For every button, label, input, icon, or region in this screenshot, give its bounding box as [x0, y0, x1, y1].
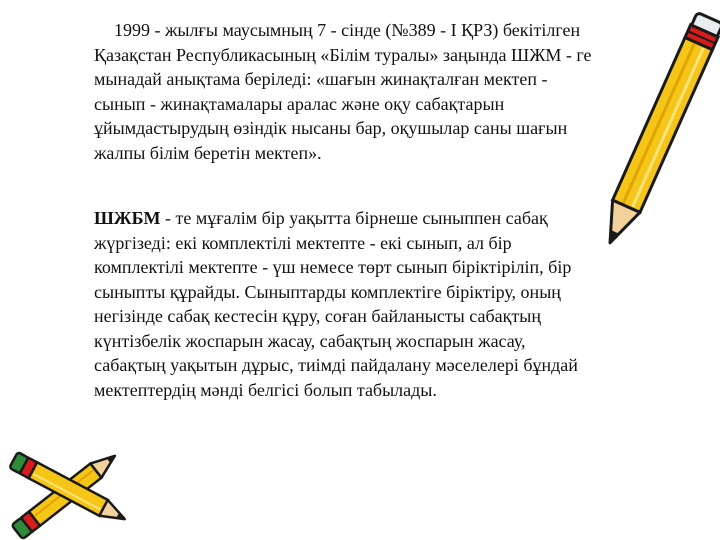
lead-term: ШЖБМ — [94, 208, 161, 228]
text-line: Қазақстан Республикасының «Білім туралы» заңында ШЖМ - ге — [94, 44, 592, 65]
text-line: күнтізбелік жоспарын жасау, сабақтың жоспарын жасау, — [94, 330, 526, 351]
multigrade-paragraph — [94, 206, 634, 402]
text-line: негізінде сабақ кестесін құру, соған байланысты сабақтың — [94, 306, 541, 326]
text-line: ұйымдастырудың өзіндік нысаны бар, оқушылар саны шағын — [94, 118, 568, 138]
pencil-icon — [596, 0, 720, 270]
text-line: мынадай анықтама беріледі: «шағын жинақталған мектеп - — [94, 69, 548, 89]
text-line: комплектілі мектепте - үш немесе төрт сынып біріктіріліп, бір — [94, 257, 572, 277]
text-line — [94, 206, 634, 231]
crossed-pencils-icon — [0, 432, 140, 540]
text-line: 1999 - жылғы маусымның 7 - сінде (№389 - I ҚРЗ) бекітілген — [114, 20, 581, 40]
text-fragment: - те мұғалім бір уақытта бірнеше сыныппен сабақ — [160, 208, 548, 228]
text-line: сынып - жинақтамалары аралас және оқу сабақтарын — [94, 93, 505, 114]
definition-paragraph — [94, 18, 634, 165]
text-line: сыныпты құрайды. Сыныптарды комплектіге біріктіру, оның — [94, 281, 561, 302]
text-line: мектептердің мәнді белгісі болып табылады. — [94, 379, 437, 400]
text-line: жалпы білім беретін мектеп». — [94, 142, 322, 163]
text-line: сабақтың уақытын дұрыс, тиімді пайдалану мәселелері бұндай — [94, 355, 578, 375]
text-line: жүргізеді: екі комплектілі мектепте - екі сынып, ал бір — [94, 232, 512, 253]
